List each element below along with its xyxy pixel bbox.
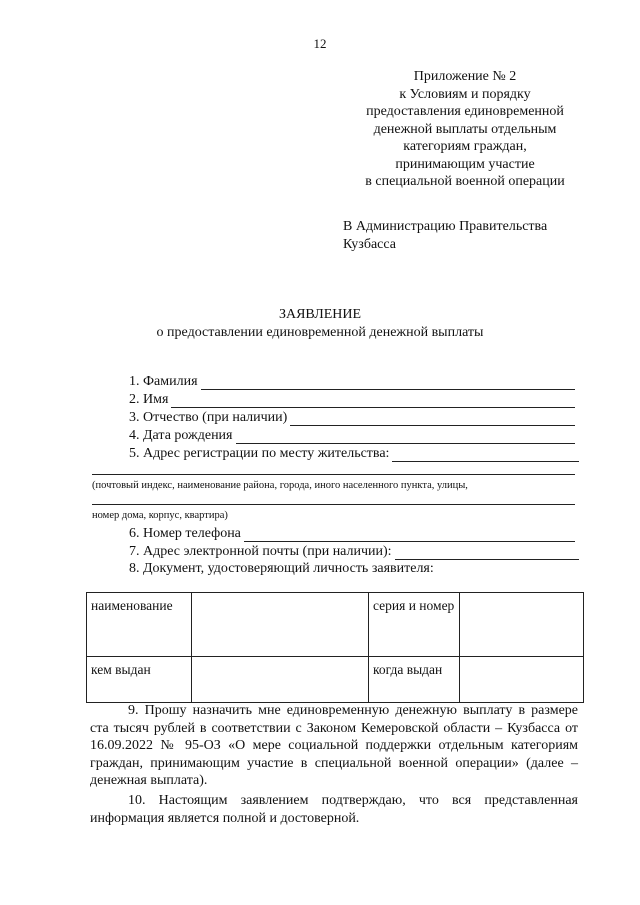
surname-field[interactable] — [129, 374, 575, 390]
address-hint-2: номер дома, корпус, квартира) — [92, 510, 228, 521]
appendix-line: принимающим участие — [395, 156, 535, 172]
appendix-line: в специальной военной операции — [365, 174, 565, 189]
paragraph-9: 9. Прошу назначить мне единовременную денежную выплату в размере ста тысяч рублей в соответствии с Законом Кемеровской области – Кузбасса от 16.09.2022 № 95-ОЗ «О мере социальной поддержки отдельным категориям граждан, принимающим участие в специальной военной операции» (далее – денежная выплата). — [90, 703, 578, 788]
document-title — [0, 306, 640, 342]
birthdate-field[interactable] — [129, 428, 575, 444]
patronymic-field[interactable] — [129, 410, 575, 426]
surname-label: 1. Фамилия — [129, 374, 198, 389]
document-label: 8. Документ, удостоверяющий личность заявителя: — [129, 561, 434, 576]
doc-series-value[interactable] — [460, 593, 584, 657]
doc-issued-by-value[interactable] — [192, 657, 369, 703]
phone-label: 6. Номер телефона — [129, 526, 241, 541]
paragraph-10: 10. Настоящим заявлением подтверждаю, что вся представленная информация является полной и достоверной. — [90, 793, 578, 826]
birthdate-line[interactable] — [236, 430, 576, 444]
page-number: 12 — [313, 36, 327, 51]
address-field[interactable] — [129, 446, 579, 462]
appendix-line: категориям граждан, — [403, 139, 527, 154]
name-label: 2. Имя — [129, 392, 169, 407]
doc-name-label: наименование — [87, 593, 192, 657]
appendix-line: Приложение № 2 — [413, 69, 517, 84]
addressee — [343, 218, 603, 254]
name-line[interactable] — [171, 394, 575, 408]
address-label: 5. Адрес регистрации по месту жительства: — [129, 446, 390, 461]
email-field[interactable] — [129, 544, 579, 560]
address-rule-1[interactable] — [92, 474, 575, 475]
doc-issued-by-label: кем выдан — [87, 657, 192, 703]
addressee-line: В Администрацию Правительства — [343, 219, 548, 234]
title-sub: о предоставлении единовременной денежной выплаты — [156, 325, 484, 340]
doc-series-label: серия и номер — [369, 593, 460, 657]
email-label: 7. Адрес электронной почты (при наличии): — [129, 544, 392, 559]
appendix-line: денежной выплаты отдельным — [373, 121, 557, 137]
doc-name-value[interactable] — [192, 593, 369, 657]
appendix-line: предоставления единовременной — [366, 104, 564, 119]
name-field[interactable] — [129, 392, 575, 408]
birthdate-label: 4. Дата рождения — [129, 428, 233, 443]
phone-line[interactable] — [244, 528, 575, 542]
surname-line[interactable] — [201, 376, 575, 390]
email-line[interactable] — [395, 546, 579, 560]
id-document-table — [86, 592, 584, 703]
addressee-line: Кузбасса — [343, 237, 396, 252]
doc-issued-when-value[interactable] — [460, 657, 584, 703]
document-field — [129, 561, 575, 577]
doc-issued-when-label: когда выдан — [369, 657, 460, 703]
appendix-line: к Условиям и порядку — [399, 86, 531, 102]
title-main: ЗАЯВЛЕНИЕ — [278, 307, 362, 322]
phone-field[interactable] — [129, 526, 575, 542]
address-hint-1: (почтовый индекс, наименование района, города, иного населенного пункта, улицы, — [92, 480, 468, 491]
patronymic-label: 3. Отчество (при наличии) — [129, 410, 288, 425]
patronymic-line[interactable] — [290, 412, 575, 426]
address-line[interactable] — [392, 448, 579, 462]
address-rule-2[interactable] — [92, 504, 575, 505]
appendix-block — [340, 68, 590, 191]
